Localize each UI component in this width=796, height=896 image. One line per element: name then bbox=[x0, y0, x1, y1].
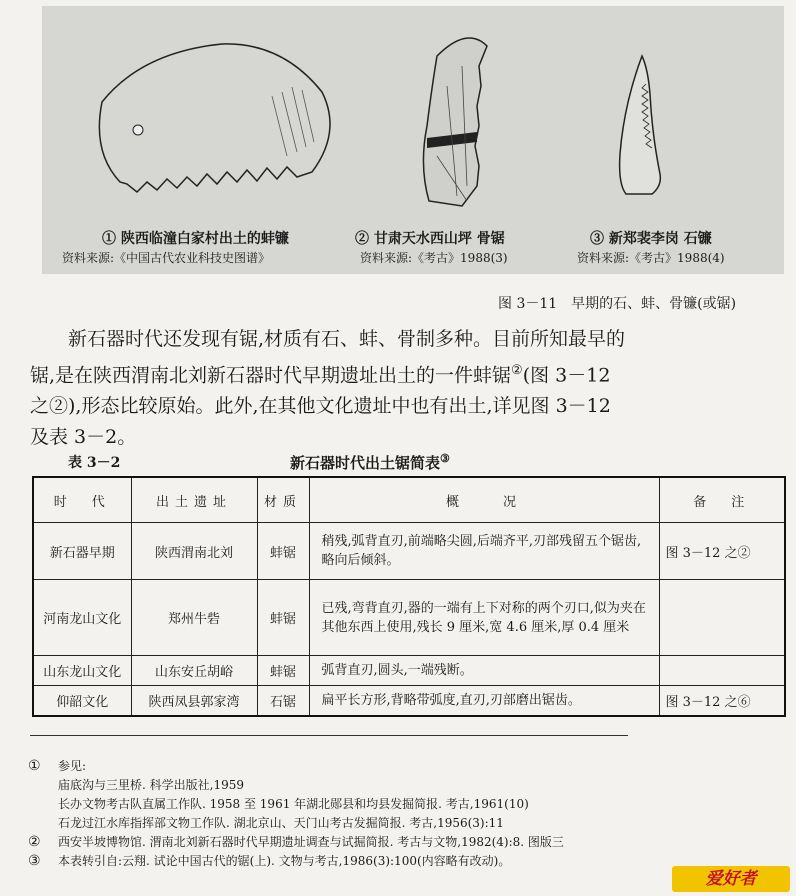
footnote-number: ① bbox=[28, 758, 41, 774]
figure-caption: 图 3－11 早期的石、蚌、骨镰(或锯) bbox=[498, 296, 737, 312]
cell-description: 已残,弯背直刃,器的一端有上下对称的两个刃口,似为夹在其他东西上使用,残长 9 厘米,宽 4.6 厘米,厚 0.4 厘米 bbox=[309, 580, 659, 656]
table-title-note-mark: ③ bbox=[440, 452, 450, 465]
footnote-number: ③ bbox=[28, 853, 41, 869]
footnote-line: 本表转引自:云翔. 试论中国古代的锯(上). 文物与考古,1986(3):100(内容略有改动)。 bbox=[58, 854, 511, 868]
cell-site: 郑州牛砦 bbox=[131, 580, 257, 656]
cell-material: 蚌锯 bbox=[257, 656, 309, 686]
cell-period: 仰韶文化 bbox=[33, 686, 131, 716]
figure-item-3-title: ③ 新郑裴李岗 石镰 bbox=[590, 231, 712, 247]
bone-saw-drawing bbox=[417, 26, 507, 216]
body-text-b: (图 3－12 之②),形态比较原始。此外,在其他文化遗址中也有出土,详见图 3－12 及表 3－2。 bbox=[30, 364, 611, 449]
cell-period: 新石器早期 bbox=[33, 523, 131, 580]
cell-material: 蚌锯 bbox=[257, 580, 309, 656]
cell-remarks bbox=[659, 580, 785, 656]
table-row bbox=[33, 656, 785, 686]
footnote-3 bbox=[28, 852, 628, 871]
footnotes bbox=[28, 757, 628, 871]
stone-sickle-drawing bbox=[612, 54, 672, 204]
footnote-2 bbox=[28, 833, 628, 852]
body-text-a: 新石器时代还发现有锯,材质有石、蚌、骨制多种。目前所知最早的锯,是在陕西渭南北刘新石器时代早期遗址出土的一件蚌锯 bbox=[30, 328, 626, 387]
header-site: 出土遗址 bbox=[131, 477, 257, 523]
cell-description: 弧背直刃,圆头,一端残断。 bbox=[309, 656, 659, 686]
cell-site: 陕西渭南北刘 bbox=[131, 523, 257, 580]
header-material: 材质 bbox=[257, 477, 309, 523]
header-remarks: 备 注 bbox=[659, 477, 785, 523]
cell-material: 蚌锯 bbox=[257, 523, 309, 580]
footnote-number: ② bbox=[28, 834, 41, 850]
cell-description: 稍残,弧背直刃,前端略尖圆,后端齐平,刃部残留五个锯齿,略向后倾斜。 bbox=[309, 523, 659, 580]
figure-item-3-source: 资料来源:《考古》1988(4) bbox=[577, 251, 725, 265]
cell-description: 扁平长方形,背略带弧度,直刃,刃部磨出锯齿。 bbox=[309, 686, 659, 716]
cell-remarks bbox=[659, 656, 785, 686]
header-description: 概 况 bbox=[309, 477, 659, 523]
footnote-line: 参见: bbox=[58, 759, 87, 773]
figure-item-1-source: 资料来源:《中国古代农业科技史图谱》 bbox=[62, 251, 271, 265]
cell-period: 山东龙山文化 bbox=[33, 656, 131, 686]
table-title-text: 新石器时代出土锯简表 bbox=[290, 454, 441, 472]
table-title bbox=[290, 452, 450, 473]
note-mark-2: ② bbox=[511, 363, 523, 378]
header-period: 时 代 bbox=[33, 477, 131, 523]
table-label: 表 3－2 bbox=[68, 455, 121, 471]
site-logo: 爱好者 bbox=[672, 866, 790, 892]
footnote-line: 西安半坡博物馆. 渭南北刘新石器时代早期遗址调查与试掘简报. 考古与文物,1982(4):8. 图版三 bbox=[58, 835, 564, 849]
footnote-line: 长办文物考古队直属工作队. 1958 至 1961 年湖北郧县和均县发掘简报. 考古,1961(10) bbox=[58, 797, 529, 811]
footnote-1 bbox=[28, 757, 628, 833]
footnote-line: 石龙过江水库指挥部文物工作队. 湖北京山、天门山考古发掘简报. 考古,1956(3):11 bbox=[58, 816, 504, 830]
figure-panel bbox=[42, 6, 784, 274]
table-header-row bbox=[33, 477, 785, 523]
footnote-divider bbox=[30, 735, 628, 736]
figure-item-2-source: 资料来源:《考古》1988(3) bbox=[360, 251, 508, 265]
saw-table bbox=[32, 476, 786, 717]
table-row bbox=[33, 523, 785, 580]
cell-site: 山东安丘胡峪 bbox=[131, 656, 257, 686]
cell-remarks: 图 3－12 之⑥ bbox=[659, 686, 785, 716]
table-row bbox=[33, 580, 785, 656]
cell-period: 河南龙山文化 bbox=[33, 580, 131, 656]
body-paragraph bbox=[30, 324, 630, 453]
cell-site: 陕西凤县郭家湾 bbox=[131, 686, 257, 716]
table-row bbox=[33, 686, 785, 716]
figure-item-2-title: ② 甘肃天水西山坪 骨锯 bbox=[355, 231, 505, 247]
shell-sickle-drawing bbox=[82, 32, 342, 212]
cell-remarks: 图 3－12 之② bbox=[659, 523, 785, 580]
cell-material: 石锯 bbox=[257, 686, 309, 716]
figure-item-1-title: ① 陕西临潼白家村出土的蚌镰 bbox=[102, 231, 289, 247]
footnote-line: 庙底沟与三里桥. 科学出版社,1959 bbox=[58, 778, 244, 792]
